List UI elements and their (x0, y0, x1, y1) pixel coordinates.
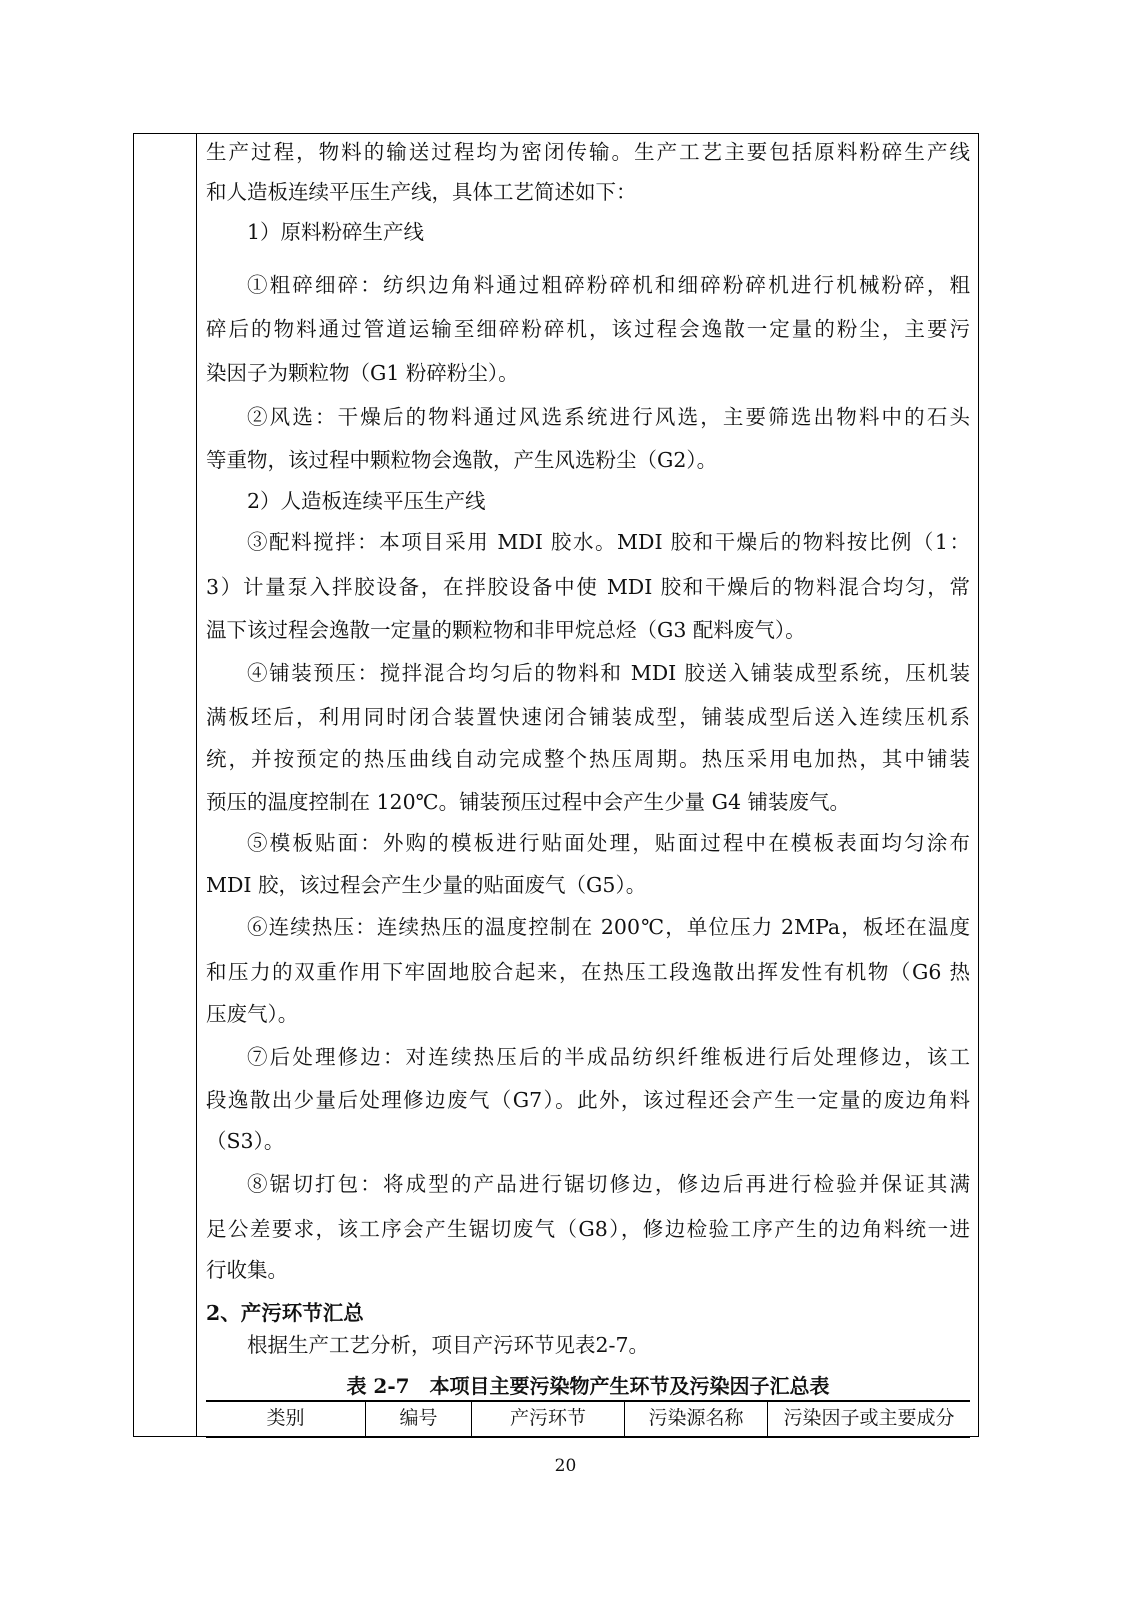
text-line: ⑤模板贴面：外购的模板进行贴面处理，贴面过程中在模板表面均匀涂布 (247, 831, 970, 855)
text-line: ④铺装预压：搅拌混合均匀后的物料和 MDI 胶送入铺装成型系统，压机装 (247, 661, 970, 685)
subheading: 1）原料粉碎生产线 (247, 220, 425, 244)
section-intro: 根据生产工艺分析，项目产污环节见表2-7。 (247, 1333, 650, 1357)
table-header-cell: 污染因子或主要成分 (783, 1407, 955, 1429)
text-line: ⑧锯切打包：将成型的产品进行锯切修边，修边后再进行检验并保证其满 (247, 1172, 970, 1196)
subheading: 2）人造板连续平压生产线 (247, 489, 486, 513)
text-line: 3）计量泵入拌胶设备，在拌胶设备中使 MDI 胶和干燥后的物料混合均匀，常 (206, 575, 970, 599)
text-line: ①粗碎细碎：纺织边角料通过粗碎粉碎机和细碎粉碎机进行机械粉碎，粗 (247, 273, 970, 297)
text-line: 行收集。 (206, 1258, 288, 1282)
text-line: ②风选：干燥后的物料通过风选系统进行风选，主要筛选出物料中的石头 (247, 405, 970, 429)
text-line: 预压的温度控制在 120℃。铺装预压过程中会产生少量 G4 铺装废气。 (206, 790, 851, 814)
text-line: 满板坯后，利用同时闭合装置快速闭合铺装成型，铺装成型后送入连续压机系 (206, 705, 970, 729)
table-title: 表 2-7 本项目主要污染物产生环节及污染因子汇总表 (346, 1374, 830, 1398)
text-line: MDI 胶，该过程会产生少量的贴面废气（G5）。 (206, 873, 647, 897)
left-column (134, 134, 197, 1436)
table-header-cell: 污染源名称 (625, 1402, 768, 1436)
text-line: ③配料搅拌：本项目采用 MDI 胶水。MDI 胶和干燥后的物料按比例（1： (247, 530, 970, 554)
text-line: 压废气）。 (206, 1002, 299, 1026)
text-line: （S3）。 (206, 1129, 285, 1153)
text-line: 足公差要求，该工序会产生锯切废气（G8），修边检验工序产生的边角料统一进 (206, 1217, 970, 1241)
text-line: 统，并按预定的热压曲线自动完成整个热压周期。热压采用电加热，其中铺装 (206, 747, 970, 771)
text-line: 和人造板连续平压生产线，具体工艺简述如下： (206, 180, 637, 204)
text-line: 段逸散出少量后处理修边废气（G7）。此外，该过程还会产生一定量的废边角料 (206, 1088, 970, 1112)
text-line: 碎后的物料通过管道运输至细碎粉碎机，该过程会逸散一定量的粉尘，主要污 (206, 317, 970, 341)
text-line: 等重物，该过程中颗粒物会逸散，产生风选粉尘（G2）。 (206, 448, 718, 472)
table-header-row (206, 1400, 970, 1438)
text-line: 温下该过程会逸散一定量的颗粒物和非甲烷总烃（G3 配料废气）。 (206, 618, 806, 642)
text-line: 生产过程，物料的输送过程均为密闭传输。生产工艺主要包括原料粉碎生产线 (206, 140, 970, 164)
table-header-cell: 产污环节 (472, 1402, 625, 1436)
table-header-cell: 类别 (206, 1402, 366, 1436)
text-line: 和压力的双重作用下牢固地胶合起来，在热压工段逸散出挥发性有机物（G6 热 (206, 960, 970, 984)
content-frame (133, 133, 979, 1437)
page-number: 20 (554, 1456, 577, 1476)
section-heading: 2、产污环节汇总 (206, 1301, 364, 1325)
text-line: ⑦后处理修边：对连续热压后的半成品纺织纤维板进行后处理修边，该工 (247, 1045, 970, 1069)
table-header-cell: 编号 (366, 1402, 472, 1436)
text-line: 染因子为颗粒物（G1 粉碎粉尘）。 (206, 361, 519, 385)
text-line: ⑥连续热压：连续热压的温度控制在 200℃，单位压力 2MPa，板坯在温度 (247, 915, 970, 939)
